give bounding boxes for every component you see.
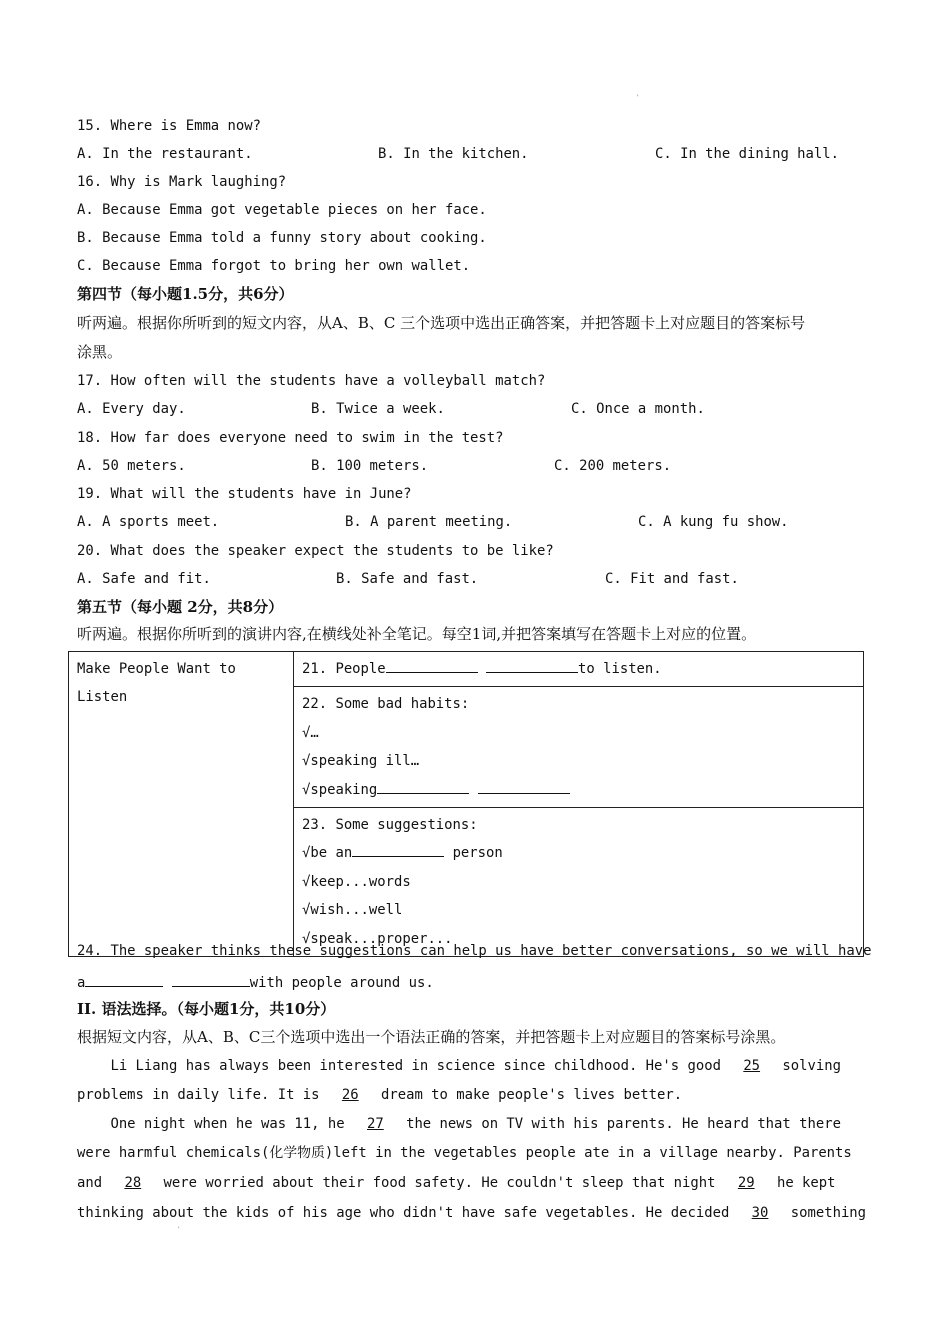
q24-blank-1[interactable]	[85, 971, 163, 987]
passage-line-5: and 28 were worried about their food safety. He couldn't sleep that night 29 he kept	[77, 1175, 836, 1191]
q21-prefix: 21. People	[302, 661, 386, 677]
notes-table	[68, 651, 864, 957]
notes-topic-line-2: Listen	[77, 689, 128, 706]
q24-suffix: with people around us.	[249, 975, 434, 991]
q20-option-a: A. Safe and fit.	[77, 571, 211, 587]
question-19: 19. What will the students have in June?	[77, 486, 412, 502]
passage-line-4: were harmful chemicals(化学物质)left in the vegetables people ate in a village nearby. Parents	[77, 1145, 852, 1161]
notes-row-21	[294, 652, 864, 687]
q22-title: 22. Some bad habits:	[302, 696, 470, 713]
part2-title: II. 语法选择。（每小题1分，共10分）	[77, 1000, 336, 1018]
question-16: 16. Why is Mark laughing?	[77, 174, 287, 190]
question-18: 18. How far does everyone need to swim in the test?	[77, 430, 504, 446]
scan-mark-bottom: '	[178, 1226, 180, 1233]
section4-title: 第四节（每小题1.5分，共6分）	[77, 285, 294, 303]
passage-line-6: thinking about the kids of his age who didn't have safe vegetables. He decided 30 something	[77, 1205, 867, 1221]
q16-option-c: C. Because Emma forgot to bring her own wallet.	[77, 258, 471, 274]
q21-blank-2[interactable]	[486, 657, 578, 673]
q18-option-c: C. 200 meters.	[554, 458, 672, 474]
notes-topic-line-1: Make People Want to	[77, 661, 236, 677]
question-15: 15. Where is Emma now?	[77, 118, 261, 134]
blank-29[interactable]: 29	[737, 1175, 755, 1191]
blank-30[interactable]: 30	[751, 1205, 769, 1221]
question-20: 20. What does the speaker expect the students to be like?	[77, 543, 554, 559]
q22-item-3: √speaking	[302, 781, 378, 798]
section4-instruction-2: 涂黑。	[77, 343, 123, 361]
q20-option-b: B. Safe and fast.	[336, 571, 479, 587]
blank-28[interactable]: 28	[124, 1175, 142, 1191]
q23-title: 23. Some suggestions:	[302, 817, 478, 834]
q23-blank[interactable]	[352, 841, 444, 857]
q21-suffix: to listen.	[578, 661, 662, 677]
q21-blank-1[interactable]	[386, 657, 478, 673]
q23-item-1-suffix: person	[452, 845, 503, 862]
notes-row-22	[294, 687, 864, 808]
q15-option-b: B. In the kitchen.	[378, 146, 529, 162]
scan-mark: '	[637, 94, 639, 101]
notes-row-23	[294, 808, 864, 957]
passage-line-1: Li Liang has always been interested in science since childhood. He's good 25 solving	[77, 1058, 841, 1074]
q19-option-a: A. A sports meet.	[77, 514, 220, 530]
blank-27[interactable]: 27	[366, 1116, 384, 1132]
q16-option-b: B. Because Emma told a funny story about cooking.	[77, 230, 487, 246]
q23-item-4: √speak...proper...	[302, 930, 453, 947]
q19-option-c: C. A kung fu show.	[638, 514, 789, 530]
q17-option-b: B. Twice a week.	[311, 401, 445, 417]
q22-blank-1[interactable]	[377, 778, 469, 794]
section5-title: 第五节（每小题 2分，共8分）	[77, 598, 284, 616]
q24-prefix: a	[77, 975, 86, 991]
q18-option-a: A. 50 meters.	[77, 458, 186, 474]
question-24-line-1: 24. The speaker thinks these suggestions can help us have better conversations, so we will have	[77, 943, 872, 959]
q22-blank-2[interactable]	[478, 778, 570, 794]
q24-blank-2[interactable]	[172, 971, 250, 987]
q23-item-2: √keep...words	[302, 873, 411, 890]
passage-line-3: One night when he was 11, he 27 the news on TV with his parents. He heard that there	[77, 1116, 841, 1132]
q23-item-1-prefix: √be an	[302, 845, 353, 862]
question-17: 17. How often will the students have a volleyball match?	[77, 373, 546, 389]
q22-item-1: √…	[302, 724, 319, 741]
q19-option-b: B. A parent meeting.	[345, 514, 513, 530]
notes-topic-cell	[69, 652, 294, 957]
q17-option-c: C. Once a month.	[571, 401, 705, 417]
q23-item-3: √wish...well	[302, 902, 403, 919]
section4-instruction-1: 听两遍。根据你所听到的短文内容，从A、B、C 三个选项中选出正确答案，并把答题卡上对应题目的答案标号	[77, 314, 806, 332]
question-24-line-2	[77, 971, 434, 993]
q15-option-c: C. In the dining hall.	[655, 146, 839, 162]
q17-option-a: A. Every day.	[77, 401, 186, 417]
q18-option-b: B. 100 meters.	[311, 458, 429, 474]
q15-option-a: A. In the restaurant.	[77, 146, 253, 162]
section5-instruction: 听两遍。根据你所听到的演讲内容,在横线处补全笔记。每空1词,并把答案填写在答题卡上对应的位置。	[77, 625, 757, 643]
part2-instruction: 根据短文内容，从A、B、C三个选项中选出一个语法正确的答案，并把答题卡上对应题目的答案标号涂黑。	[77, 1028, 786, 1046]
q22-item-2: √speaking ill…	[302, 753, 420, 770]
q16-option-a: A. Because Emma got vegetable pieces on her face.	[77, 202, 487, 218]
blank-26[interactable]: 26	[341, 1087, 359, 1103]
passage-line-2: problems in daily life. It is 26 dream to make people's lives better.	[77, 1087, 683, 1103]
q20-option-c: C. Fit and fast.	[605, 571, 739, 587]
blank-25[interactable]: 25	[743, 1058, 761, 1074]
